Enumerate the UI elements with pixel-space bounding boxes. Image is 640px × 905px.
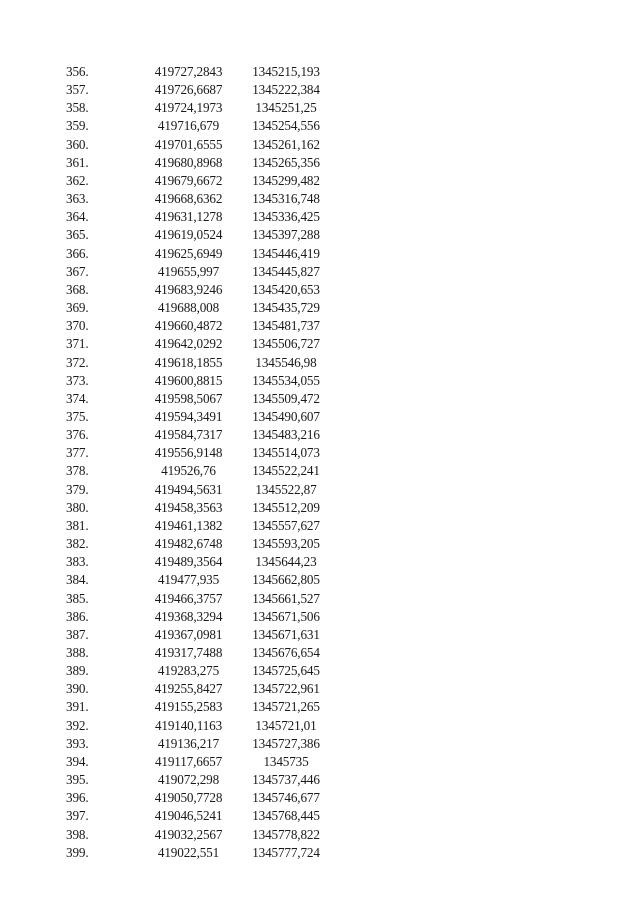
table-row — [60, 826, 331, 844]
y-coordinate: 1345727,386 — [252, 735, 320, 751]
y-coordinate: 1345721,265 — [252, 699, 320, 715]
point-number: 356. — [66, 64, 89, 79]
x-coordinate: 419726,6687 — [154, 82, 223, 98]
point-number: 376. — [66, 427, 89, 443]
table-row — [60, 771, 331, 789]
point-number: 389. — [66, 663, 89, 679]
table-row — [60, 299, 331, 317]
table-row — [60, 63, 331, 81]
y-coordinate: 1345481,737 — [252, 318, 320, 334]
x-coordinate: 419660,4872 — [154, 318, 223, 334]
x-coordinate: 419727,2843 — [154, 64, 223, 79]
table-row — [60, 117, 331, 135]
y-coordinate: 1345735 — [263, 753, 309, 769]
x-coordinate: 419526,76 — [161, 463, 216, 479]
point-number: 395. — [66, 772, 89, 788]
table-row — [60, 154, 331, 172]
y-coordinate: 1345534,055 — [252, 372, 320, 388]
point-number: 369. — [66, 300, 89, 316]
y-coordinate: 1345593,205 — [252, 536, 320, 552]
table-row — [60, 136, 331, 154]
x-coordinate: 419477,935 — [157, 572, 220, 588]
x-coordinate: 419466,3757 — [154, 590, 223, 606]
point-number: 368. — [66, 281, 89, 297]
x-coordinate: 419584,7317 — [154, 427, 223, 443]
x-coordinate: 419655,997 — [157, 263, 220, 279]
y-coordinate: 1345490,607 — [252, 408, 320, 424]
x-coordinate: 419072,298 — [157, 772, 220, 788]
y-coordinate: 1345336,425 — [252, 209, 320, 225]
table-row — [60, 372, 331, 390]
y-coordinate: 1345778,822 — [252, 826, 320, 842]
point-number: 364. — [66, 209, 89, 225]
point-number: 358. — [66, 100, 89, 116]
table-row — [60, 81, 331, 99]
point-number: 393. — [66, 735, 89, 751]
coordinate-table — [60, 63, 331, 862]
y-coordinate: 1345445,827 — [252, 263, 320, 279]
y-coordinate: 1345676,654 — [252, 645, 320, 660]
point-number: 398. — [66, 826, 89, 842]
x-coordinate: 419046,5241 — [154, 808, 223, 824]
x-coordinate: 419117,6657 — [154, 753, 223, 769]
x-coordinate: 419701,6555 — [154, 136, 223, 152]
point-number: 361. — [66, 154, 89, 170]
x-coordinate: 419668,6362 — [154, 191, 223, 207]
point-number: 384. — [66, 572, 89, 588]
y-coordinate: 1345671,506 — [252, 608, 320, 624]
y-coordinate: 1345316,748 — [252, 191, 320, 207]
y-coordinate: 1345722,961 — [252, 681, 320, 697]
point-number: 375. — [66, 408, 89, 424]
point-number: 388. — [66, 645, 89, 660]
table-row — [60, 335, 331, 353]
x-coordinate: 419136,217 — [157, 735, 220, 751]
y-coordinate: 1345420,653 — [252, 281, 320, 297]
y-coordinate: 1345483,216 — [252, 427, 320, 443]
x-coordinate: 419631,1278 — [154, 209, 223, 225]
x-coordinate: 419619,0524 — [154, 227, 223, 243]
x-coordinate: 419367,0981 — [154, 626, 223, 642]
point-number: 371. — [66, 336, 89, 352]
y-coordinate: 1345506,727 — [252, 336, 320, 352]
x-coordinate: 419724,1973 — [154, 100, 223, 116]
point-number: 374. — [66, 390, 89, 406]
y-coordinate: 1345254,556 — [252, 118, 320, 134]
x-coordinate: 419625,6949 — [154, 245, 223, 261]
table-row — [60, 408, 331, 426]
x-coordinate: 419155,2583 — [154, 699, 223, 715]
table-row — [60, 481, 331, 499]
x-coordinate: 419680,8968 — [154, 154, 223, 170]
table-row — [60, 99, 331, 117]
point-number: 372. — [66, 354, 89, 370]
x-coordinate: 419482,6748 — [154, 536, 223, 552]
point-number: 391. — [66, 699, 89, 715]
coordinate-table-body — [60, 63, 331, 862]
table-row — [60, 626, 331, 644]
x-coordinate: 419283,275 — [157, 663, 220, 679]
point-number: 390. — [66, 681, 89, 697]
table-row — [60, 263, 331, 281]
point-number: 362. — [66, 172, 89, 188]
y-coordinate: 1345435,729 — [252, 300, 320, 316]
point-number: 399. — [66, 844, 89, 860]
table-row — [60, 245, 331, 263]
table-row — [60, 499, 331, 517]
table-row — [60, 172, 331, 190]
y-coordinate: 1345522,87 — [255, 481, 317, 497]
table-row — [60, 553, 331, 571]
table-row — [60, 517, 331, 535]
table-row — [60, 698, 331, 716]
x-coordinate: 419022,551 — [157, 844, 220, 860]
table-row — [60, 662, 331, 680]
y-coordinate: 1345261,162 — [252, 136, 320, 152]
table-row — [60, 426, 331, 444]
y-coordinate: 1345737,446 — [252, 772, 320, 788]
x-coordinate: 419317,7488 — [154, 645, 223, 660]
x-coordinate: 419618,1855 — [154, 354, 223, 370]
x-coordinate: 419594,3491 — [154, 408, 223, 424]
point-number: 394. — [66, 753, 89, 769]
table-row — [60, 680, 331, 698]
y-coordinate: 1345446,419 — [252, 245, 320, 261]
y-coordinate: 1345777,724 — [252, 844, 320, 860]
y-coordinate: 1345397,288 — [252, 227, 320, 243]
y-coordinate: 1345661,527 — [252, 590, 320, 606]
point-number: 378. — [66, 463, 89, 479]
point-number: 385. — [66, 590, 89, 606]
x-coordinate: 419489,3564 — [154, 554, 223, 570]
table-row — [60, 608, 331, 626]
y-coordinate: 1345514,073 — [252, 445, 320, 461]
table-row — [60, 807, 331, 825]
y-coordinate: 1345725,645 — [252, 663, 320, 679]
point-number: 392. — [66, 717, 89, 733]
point-number: 397. — [66, 808, 89, 824]
point-number: 365. — [66, 227, 89, 243]
point-number: 360. — [66, 136, 89, 152]
x-coordinate: 419716,679 — [157, 118, 220, 134]
y-coordinate: 1345721,01 — [255, 717, 317, 733]
point-number: 357. — [66, 82, 89, 98]
x-coordinate: 419050,7728 — [154, 790, 223, 806]
table-row — [60, 208, 331, 226]
y-coordinate: 1345222,384 — [252, 82, 320, 98]
x-coordinate: 419556,9148 — [154, 445, 223, 461]
table-row — [60, 281, 331, 299]
x-coordinate: 419368,3294 — [154, 608, 223, 624]
point-number: 381. — [66, 517, 89, 533]
table-row — [60, 590, 331, 608]
point-number: 379. — [66, 481, 89, 497]
x-coordinate: 419032,2567 — [154, 826, 223, 842]
point-number: 366. — [66, 245, 89, 261]
table-row — [60, 190, 331, 208]
x-coordinate: 419140,1163 — [154, 717, 223, 733]
table-row — [60, 717, 331, 735]
point-number: 377. — [66, 445, 89, 461]
table-row — [60, 317, 331, 335]
table-row — [60, 462, 331, 480]
point-number: 370. — [66, 318, 89, 334]
y-coordinate: 1345746,677 — [252, 790, 320, 806]
table-row — [60, 844, 331, 862]
point-number: 367. — [66, 263, 89, 279]
x-coordinate: 419600,8815 — [154, 372, 223, 388]
y-coordinate: 1345215,193 — [252, 64, 320, 79]
y-coordinate: 1345299,482 — [252, 172, 320, 188]
y-coordinate: 1345662,805 — [252, 572, 320, 588]
x-coordinate: 419679,6672 — [154, 172, 223, 188]
point-number: 396. — [66, 790, 89, 806]
table-row — [60, 444, 331, 462]
table-row — [60, 226, 331, 244]
x-coordinate: 419598,5067 — [154, 390, 223, 406]
x-coordinate: 419494,5631 — [154, 481, 223, 497]
x-coordinate: 419458,3563 — [154, 499, 223, 515]
y-coordinate: 1345768,445 — [252, 808, 320, 824]
point-number: 373. — [66, 372, 89, 388]
y-coordinate: 1345644,23 — [255, 554, 317, 570]
y-coordinate: 1345265,356 — [252, 154, 320, 170]
table-row — [60, 571, 331, 589]
y-coordinate: 1345509,472 — [252, 390, 320, 406]
point-number: 383. — [66, 554, 89, 570]
table-row — [60, 535, 331, 553]
point-number: 386. — [66, 608, 89, 624]
y-coordinate: 1345522,241 — [252, 463, 320, 479]
table-row — [60, 735, 331, 753]
y-coordinate: 1345671,631 — [252, 626, 320, 642]
table-row — [60, 390, 331, 408]
x-coordinate: 419642,0292 — [154, 336, 223, 352]
y-coordinate: 1345557,627 — [252, 517, 320, 533]
y-coordinate: 1345512,209 — [252, 499, 320, 515]
x-coordinate: 419683,9246 — [154, 281, 223, 297]
point-number: 382. — [66, 536, 89, 552]
point-number: 363. — [66, 191, 89, 207]
table-row — [60, 354, 331, 372]
table-row — [60, 753, 331, 771]
point-number: 387. — [66, 626, 89, 642]
x-coordinate: 419688,008 — [157, 300, 220, 316]
y-coordinate: 1345251,25 — [255, 100, 317, 116]
table-row — [60, 644, 331, 662]
table-row — [60, 789, 331, 807]
y-coordinate: 1345546,98 — [255, 354, 317, 370]
x-coordinate: 419255,8427 — [154, 681, 223, 697]
x-coordinate: 419461,1382 — [154, 517, 223, 533]
point-number: 380. — [66, 499, 89, 515]
point-number: 359. — [66, 118, 89, 134]
